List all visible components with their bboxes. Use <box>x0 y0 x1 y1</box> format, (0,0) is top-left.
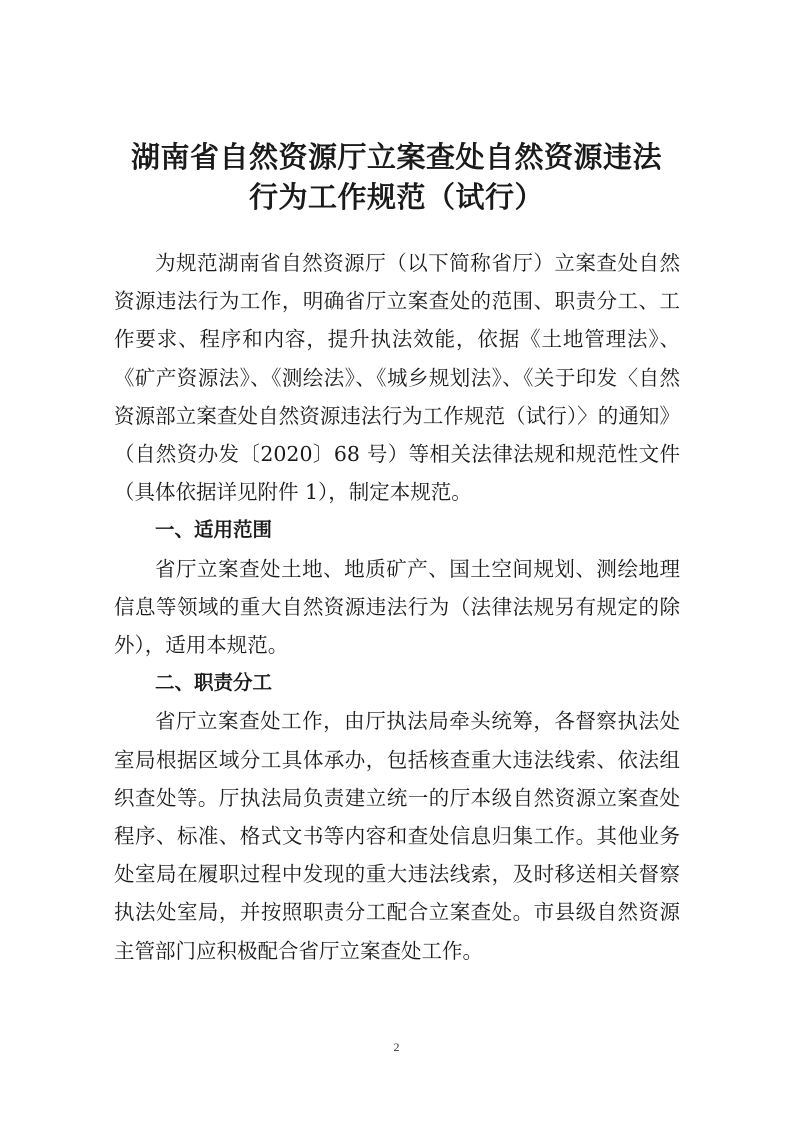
section-heading-responsibilities: 二、职责分工 <box>154 671 272 695</box>
section-heading-scope: 一、适用范围 <box>154 518 272 542</box>
document-body <box>114 244 680 970</box>
section-paragraph-responsibilities: 省厅立案查处工作，由厅执法局牵头统筹，各督察执法处室局根据区域分工具体承办，包括核查重大违法线索、依法组织查处等。厅执法局负责建立统一的厅本级自然资源立案查处程序、标准、格式文书等内容和查处信息归集工作。其他业务处室局在履职过程中发现的重大违法线索，及时移送相关督察执法处室局，并按照职责分工配合立案查处。市县级自然资源主管部门应积极配合省厅立案查处工作。 <box>114 709 680 963</box>
intro-paragraph: 为规范湖南省自然资源厅（以下简称省厅）立案查处自然资源违法行为工作，明确省厅立案查处的范围、职责分工、工作要求、程序和内容，提升执法效能，依据《土地管理法》、《矿产资源法》、《测绘法》、《城乡规划法》、《关于印发〈自然资源部立案查处自然资源违法行为工作规范（试行）〉的通知》（自然资办发〔2020〕68 号）等相关法律法规和规范性文件（具体依据详见附件 1），制定本规范。 <box>114 251 680 505</box>
page-number: 2 <box>393 1040 400 1054</box>
document-title-line-1: 湖南省自然资源厅立案查处自然资源违法 <box>130 140 662 174</box>
section-paragraph-scope: 省厅立案查处土地、地质矿产、国土空间规划、测绘地理信息等领域的重大自然资源违法行为（法律法规另有规定的除外），适用本规范。 <box>114 556 680 658</box>
document-title-line-2: 行为工作规范（试行） <box>248 180 544 214</box>
